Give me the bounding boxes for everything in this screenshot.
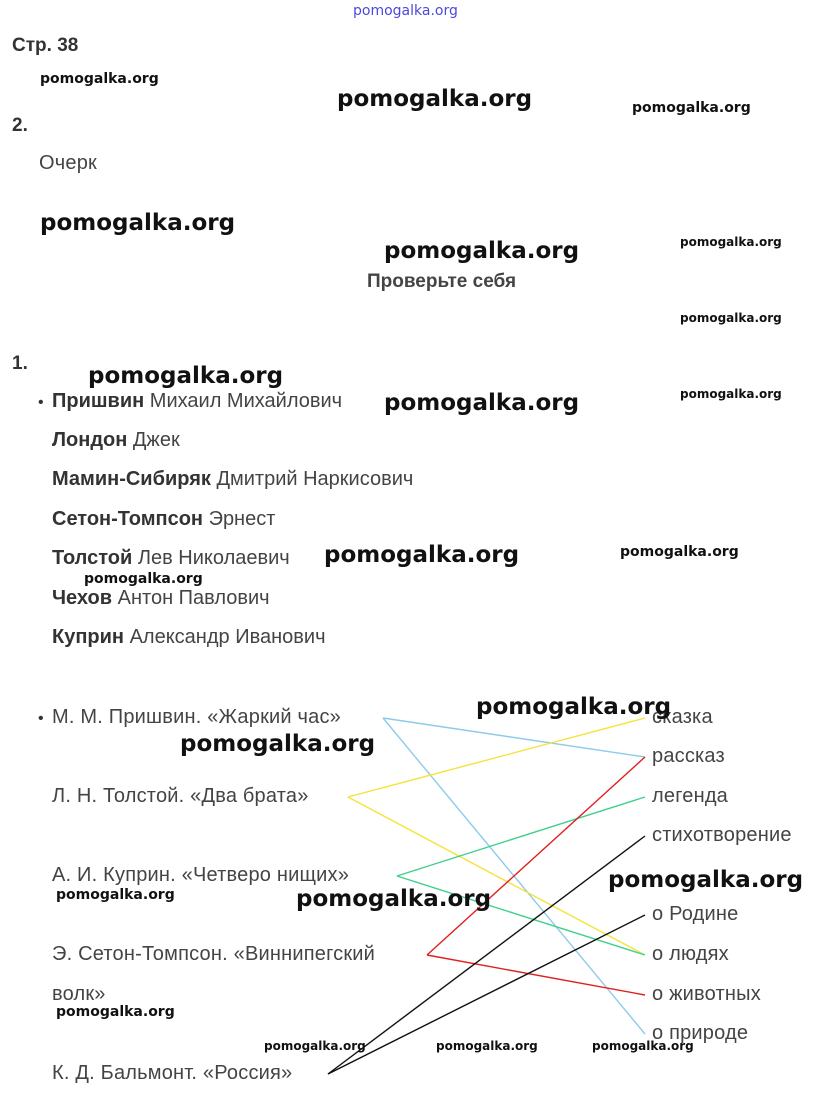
watermark: pomogalka.org [84,571,203,587]
watermark: pomogalka.org [88,363,284,389]
author-name: Александр Иванович [129,626,326,648]
watermark: pomogalka.org [608,867,804,893]
watermark: pomogalka.org [56,1004,175,1020]
watermark: pomogalka.org [40,71,159,87]
bullet-authors: • [38,394,44,411]
genre-item: сказка [652,706,713,728]
watermark: pomogalka.org [680,311,782,325]
section-title: Проверьте себя [367,271,517,292]
watermark: pomogalka.org [264,1039,366,1053]
author-surname: Чехов [52,587,113,609]
author-name: Михаил Михайлович [149,390,343,412]
genre-item: о людях [652,943,729,965]
author-name: Эрнест [208,508,276,530]
watermark-top: pomogalka.org [353,3,458,19]
author-name: Джек [132,429,180,451]
genre-item: о Родине [652,903,739,925]
genre-item: о природе [652,1022,749,1044]
genre-item: легенда [652,785,729,807]
author-surname: Мамин-Сибиряк [52,468,211,490]
author-name: Антон Павлович [117,587,270,609]
author-surname: Сетон-Томпсон [52,508,203,530]
genre-item: рассказ [652,745,725,767]
watermark: pomogalka.org [620,544,739,560]
work-item: Л. Н. Толстой. «Два брата» [52,785,309,807]
task-1-number: 1. [12,353,28,374]
watermark: pomogalka.org [40,210,236,236]
connection-line [348,797,645,955]
watermark: pomogalka.org [337,86,533,112]
watermark: pomogalka.org [632,100,751,116]
author-surname: Куприн [52,626,125,648]
watermark: pomogalka.org [680,235,782,249]
work-item: К. Д. Бальмонт. «Россия» [52,1062,293,1084]
watermark: pomogalka.org [476,694,672,720]
watermark: pomogalka.org [324,542,520,568]
watermark: pomogalka.org [296,886,492,912]
author-name: Дмитрий Наркисович [216,468,414,490]
author-surname: Пришвин [52,390,145,412]
task-2-answer: Очерк [39,152,97,174]
connection-line [383,718,645,757]
author-surname: Лондон [52,429,128,451]
watermark: pomogalka.org [592,1039,694,1053]
work-item-continuation: волк» [52,983,106,1005]
watermark: pomogalka.org [384,390,580,416]
watermark: pomogalka.org [180,731,376,757]
task-2-number: 2. [12,115,28,136]
author-name: Лев Николаевич [137,547,290,569]
page-label: Стр. 38 [12,35,79,56]
work-item: Э. Сетон-Томпсон. «Виннипегский [52,943,376,965]
work-item: М. М. Пришвин. «Жаркий час» [52,706,341,728]
genre-item: стихотворение [652,824,792,846]
watermark: pomogalka.org [384,238,580,264]
watermark: pomogalka.org [436,1039,538,1053]
work-item: А. И. Куприн. «Четверо нищих» [52,864,350,886]
genre-item: о животных [652,983,761,1005]
author-surname: Толстой [52,547,133,569]
watermark: pomogalka.org [680,387,782,401]
bullet-works: • [38,710,44,727]
watermark: pomogalka.org [56,887,175,903]
